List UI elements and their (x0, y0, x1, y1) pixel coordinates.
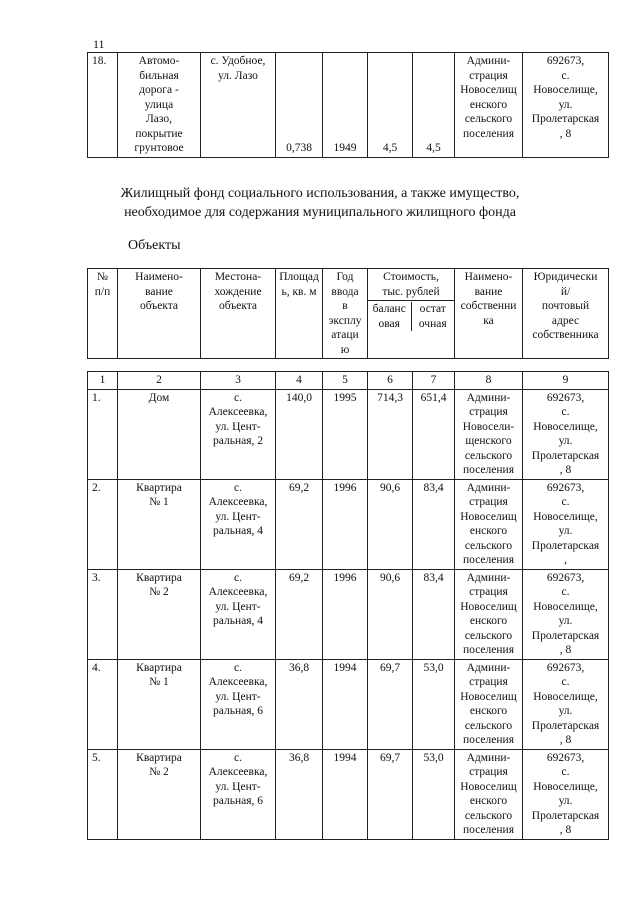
object-location: с. Алексеевка, ул. Цент- ральная, 2 (201, 389, 276, 479)
owner-name: Админи- страция Новоселищ енского сельского поселения (455, 53, 523, 158)
object-name: Квартира № 2 (118, 749, 201, 839)
object-area: 36,8 (276, 749, 323, 839)
column-number: 4 (276, 372, 323, 390)
object-year: 1994 (323, 749, 368, 839)
table-row (88, 479, 609, 569)
owner-address: 692673, с. Новоселище, ул. Пролетарская , 8 (523, 569, 609, 659)
header-address: Юридически й/ почтовый адрес собственника (523, 269, 609, 359)
object-name: Дом (118, 389, 201, 479)
object-residual-cost: 4,5 (413, 53, 455, 158)
column-number: 5 (323, 372, 368, 390)
header-table (87, 268, 609, 359)
object-balance-cost: 90,6 (368, 569, 413, 659)
owner-name: Админи- страция Новоселищ енского сельского поселения (455, 749, 523, 839)
object-name: Квартира № 2 (118, 569, 201, 659)
object-area: 69,2 (276, 569, 323, 659)
row-num: 5. (88, 749, 118, 839)
owner-address: 692673, с. Новоселище, ул. Пролетарская , 8 (523, 659, 609, 749)
column-number: 9 (523, 372, 609, 390)
row-num: 3. (88, 569, 118, 659)
header-balance: баланс овая (368, 302, 412, 331)
header-cost-title: Стоимость, тыс. рублей (382, 271, 440, 298)
owner-address: 692673, с. Новоселище, ул. Пролетарская , 8 (523, 389, 609, 479)
column-number: 7 (413, 372, 455, 390)
row-num: 4. (88, 659, 118, 749)
object-name: Квартира № 1 (118, 659, 201, 749)
object-area: 69,2 (276, 479, 323, 569)
owner-name: Админи- страция Новосели- щенского сельского поселения (455, 389, 523, 479)
object-year: 1994 (323, 659, 368, 749)
column-number: 1 (88, 372, 118, 390)
column-number: 8 (455, 372, 523, 390)
object-balance-cost: 69,7 (368, 749, 413, 839)
object-residual-cost: 651,4 (413, 389, 455, 479)
row-num: 18. (88, 53, 118, 158)
object-location: с. Удобное, ул. Лазо (201, 53, 276, 158)
objects-table (87, 371, 609, 840)
header-location: Местона- хождение объекта (201, 269, 276, 359)
object-balance-cost: 4,5 (368, 53, 413, 158)
table-row (88, 569, 609, 659)
object-residual-cost: 83,4 (413, 569, 455, 659)
column-number-row (88, 372, 609, 390)
object-location: с. Алексеевка, ул. Цент- ральная, 6 (201, 659, 276, 749)
row-num: 1. (88, 389, 118, 479)
owner-name: Админи- страция Новоселищ енского сельского поселения (455, 479, 523, 569)
object-location: с. Алексеевка, ул. Цент- ральная, 4 (201, 479, 276, 569)
header-name: Наимено- вание объекта (118, 269, 201, 359)
owner-address: 692673, с. Новоселище, ул. Пролетарская , (523, 479, 609, 569)
header-year: Год ввода в эксплу атаци ю (323, 269, 368, 359)
owner-address: 692673, с. Новоселище, ул. Пролетарская , 8 (523, 749, 609, 839)
owner-address: 692673, с. Новоселище, ул. Пролетарская , 8 (523, 53, 609, 158)
object-year: 1995 (323, 389, 368, 479)
column-number: 3 (201, 372, 276, 390)
owner-name: Админи- страция Новоселищ енского сельского поселения (455, 569, 523, 659)
table-row (88, 53, 609, 158)
object-year: 1949 (323, 53, 368, 158)
object-area: 140,0 (276, 389, 323, 479)
object-area: 0,738 (276, 53, 323, 158)
header-cost-split (368, 300, 454, 331)
column-number: 6 (368, 372, 413, 390)
table-row (88, 659, 609, 749)
header-num: № п/п (88, 269, 118, 359)
owner-name: Админи- страция Новоселищ енского сельского поселения (455, 659, 523, 749)
header-owner: Наимено- вание собственни ка (455, 269, 523, 359)
table-row (88, 389, 609, 479)
section-heading-line1: Жилищный фонд социального использования, а также имущество, (120, 186, 520, 201)
object-name: Квартира № 1 (118, 479, 201, 569)
prev-table (87, 52, 609, 158)
object-year: 1996 (323, 569, 368, 659)
header-area: Площад ь, кв. м (276, 269, 323, 359)
object-area: 36,8 (276, 659, 323, 749)
object-balance-cost: 714,3 (368, 389, 413, 479)
object-rows (88, 389, 609, 839)
row-num: 2. (88, 479, 118, 569)
object-name: Автомо- бильная дорога - улица Лазо, покрытие грунтовое (118, 53, 201, 158)
object-location: с. Алексеевка, ул. Цент- ральная, 6 (201, 749, 276, 839)
header-residual: остат очная (418, 303, 447, 330)
page-number: 11 (93, 37, 105, 51)
object-location: с. Алексеевка, ул. Цент- ральная, 4 (201, 569, 276, 659)
subheading: Объекты (128, 238, 181, 253)
header-row (88, 269, 609, 359)
object-balance-cost: 90,6 (368, 479, 413, 569)
object-residual-cost: 53,0 (413, 659, 455, 749)
object-residual-cost: 83,4 (413, 479, 455, 569)
object-residual-cost: 53,0 (413, 749, 455, 839)
object-year: 1996 (323, 479, 368, 569)
table-row (88, 749, 609, 839)
column-number: 2 (118, 372, 201, 390)
header-cost (368, 269, 455, 359)
section-heading-line2: необходимое для содержания муниципального жилищного фонда (124, 205, 516, 220)
object-balance-cost: 69,7 (368, 659, 413, 749)
